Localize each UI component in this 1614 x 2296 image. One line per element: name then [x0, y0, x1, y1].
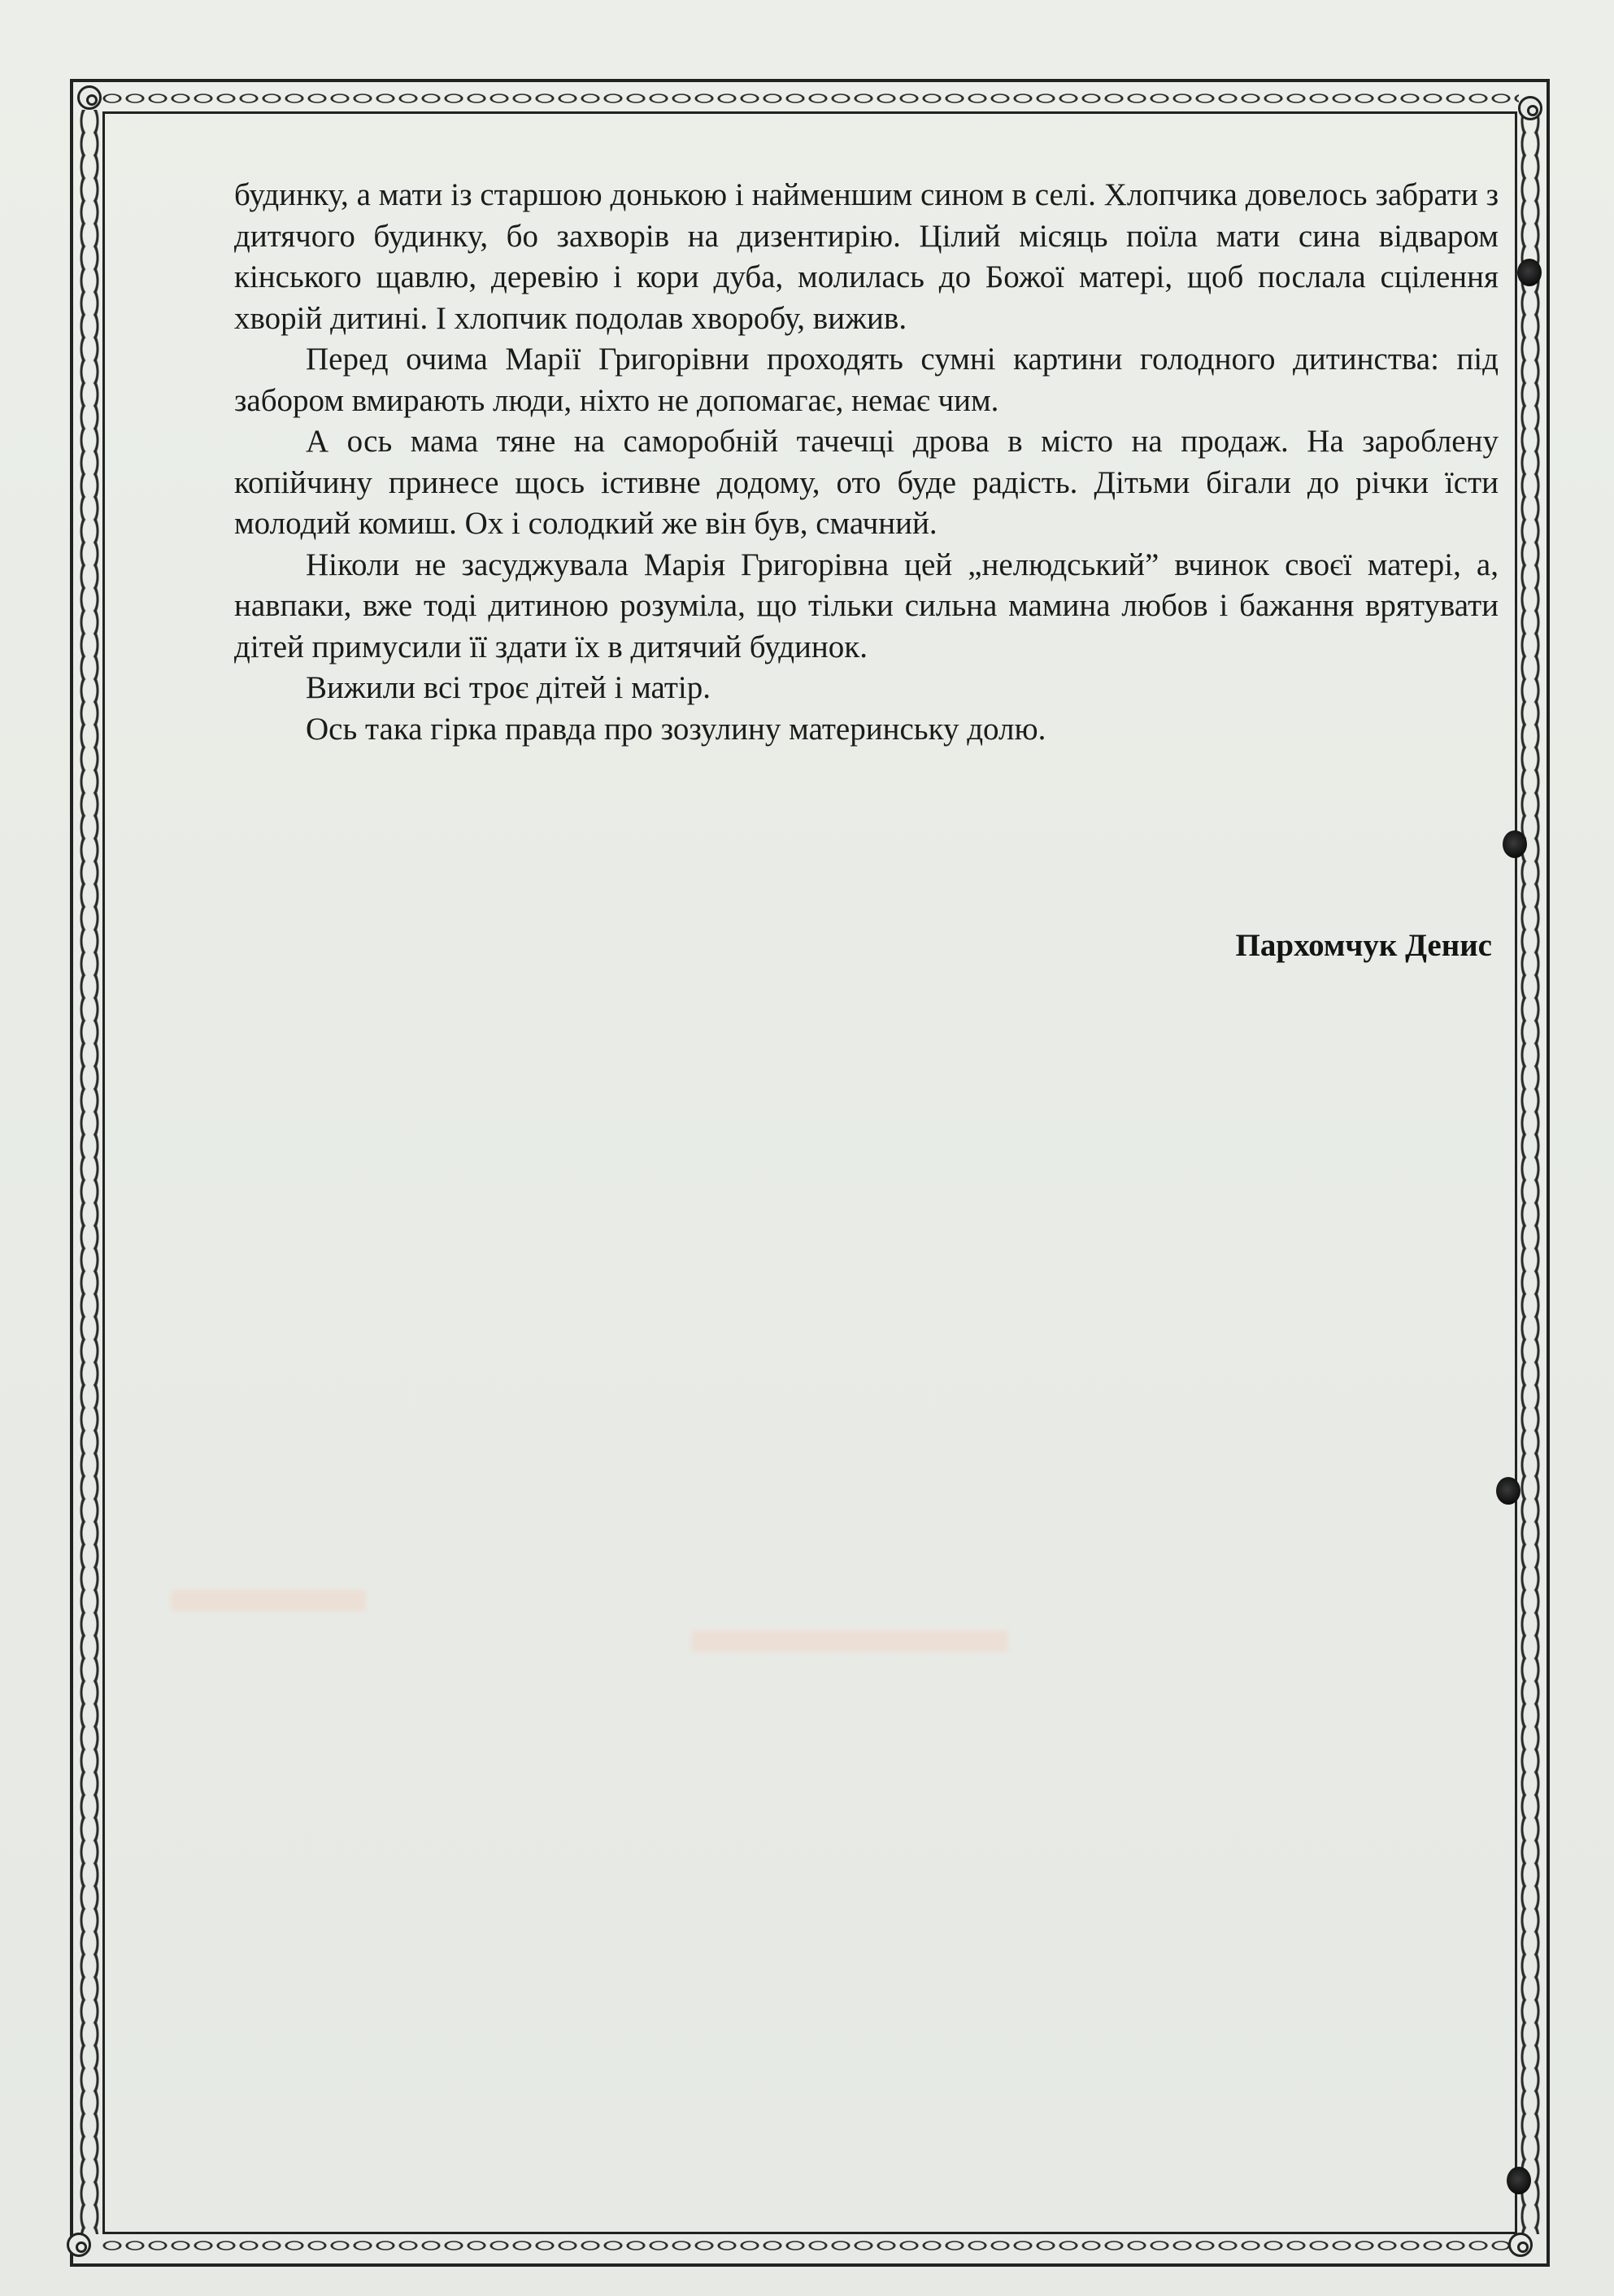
punch-hole-icon [1517, 259, 1542, 286]
corner-ornament-icon [1518, 96, 1542, 120]
paragraph: будинку, а мати із старшою донькою і найменшим сином в селі. Хлопчика довелось забрати з дитячого будинку, бо захворів на дизентирію. Цілий місяць поїла мати сина відваром кінського щавлю, деревію і кори дуба, молилась до Божої матері, щоб послала сцілення хворій дитині. І хлопчик подолав хворобу, вижив. [234, 177, 1499, 336]
bleed-through-mark [691, 1631, 1008, 1652]
paragraph: А ось мама тяне на саморобній тачечці дрова в місто на продаж. На зароблену копійчину принесе щось істивне додому, ото буде радість. Дітьми бігали до річки їсти молодий комиш. Ох і солодкий же він був, смачний. [234, 424, 1499, 541]
border-ornament-right [1519, 110, 1542, 2234]
border-ornament-top [101, 87, 1519, 110]
body-text [234, 175, 1499, 750]
punch-hole-icon [1496, 1477, 1520, 1505]
punch-hole-icon [1507, 2167, 1531, 2194]
paragraph: Ось така гірка правда про зозулину материнську долю. [306, 711, 1046, 747]
bleed-through-mark [171, 1590, 366, 1611]
corner-ornament-icon [77, 85, 102, 110]
border-ornament-left [78, 110, 101, 2234]
paragraph: Вижили всі троє дітей і матір. [306, 670, 711, 705]
author-signature: Пархомчук Денис [1235, 928, 1492, 963]
border-ornament-bottom [101, 2234, 1519, 2257]
punch-hole-icon [1503, 830, 1527, 858]
paragraph: Ніколи не засуджувала Марія Григорівна цей „нелюдський” вчинок своєї матері, а, навпаки, вже тоді дитиною розуміла, що тільки сильна мамина любов і бажання врятувати дітей примусили її здати їх в дитячий будинок. [234, 547, 1499, 664]
paragraph: Перед очима Марії Григорівни проходять сумні картини голодного дитинства: під забором вмирають люди, ніхто не допомагає, немає чим. [234, 342, 1499, 418]
corner-ornament-icon [67, 2233, 91, 2257]
corner-ornament-icon [1508, 2233, 1533, 2257]
